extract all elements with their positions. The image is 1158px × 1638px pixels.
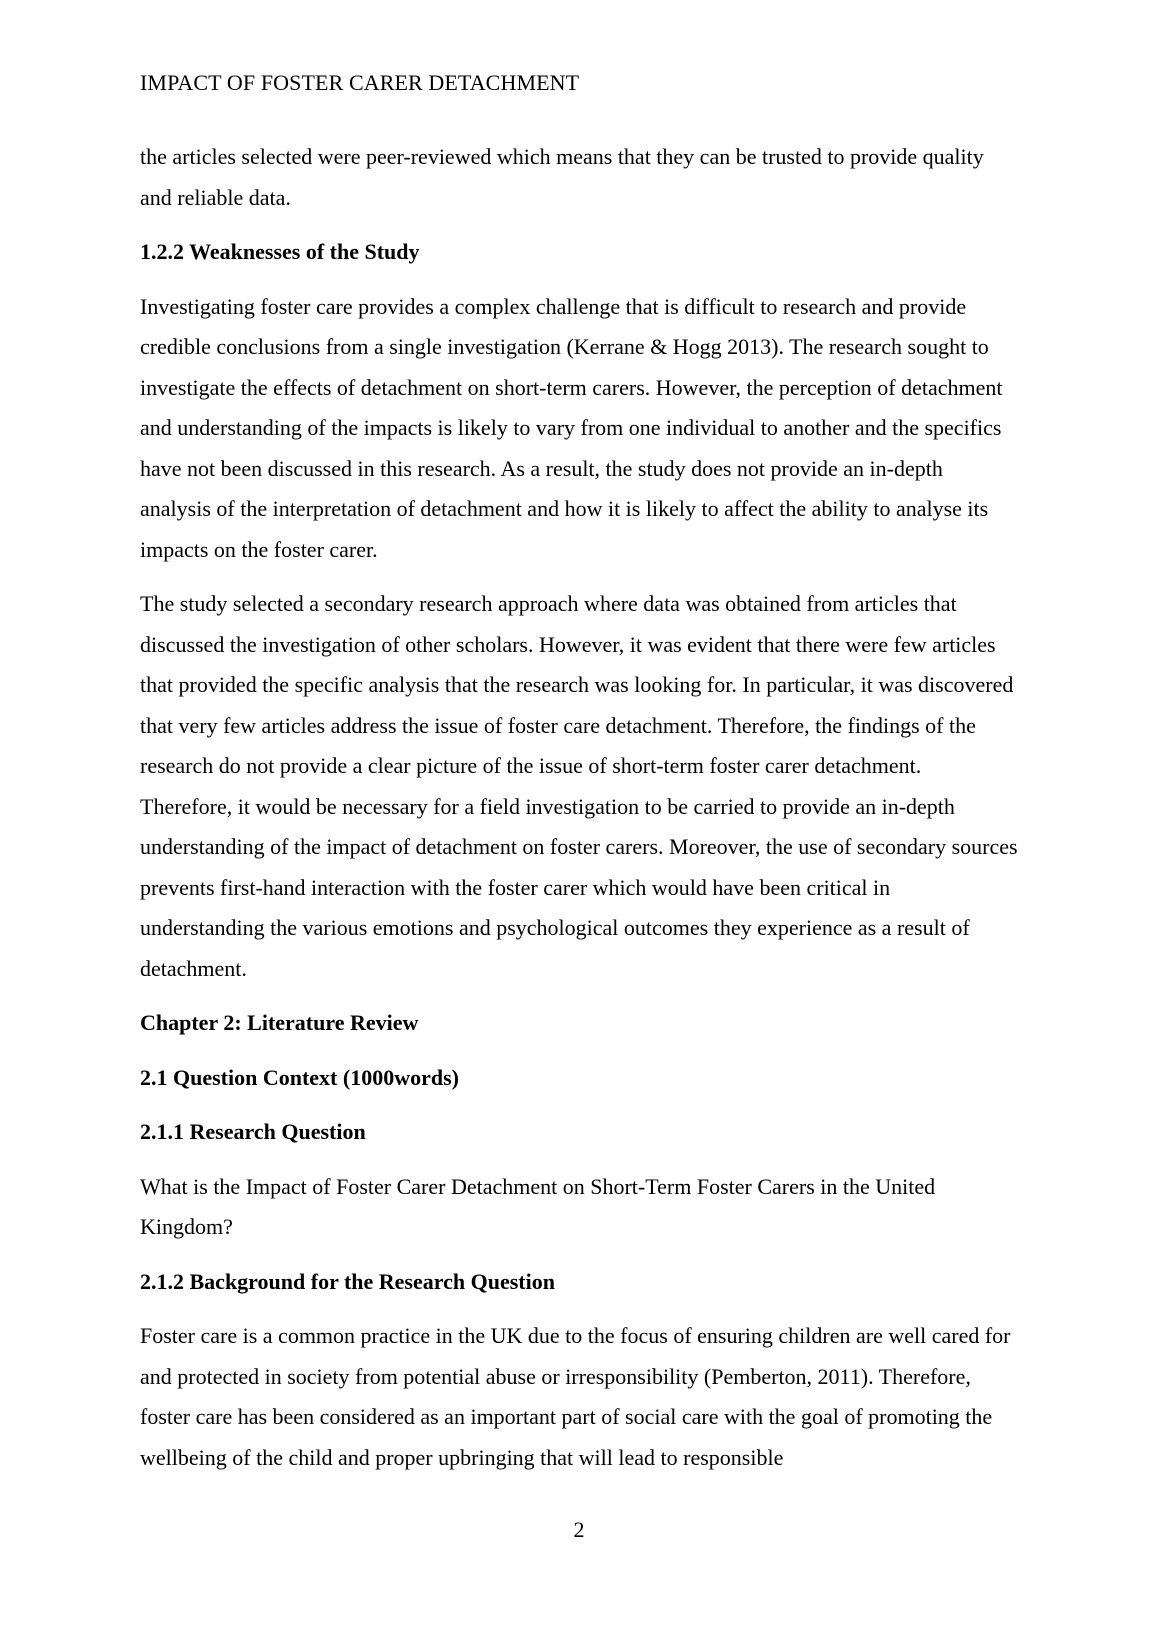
paragraph-research-question: What is the Impact of Foster Carer Detachment on Short-Term Foster Carers in the United Kingdom? <box>140 1173 936 1239</box>
heading-chapter-2: Chapter 2: Literature Review <box>140 1010 419 1035</box>
running-head: IMPACT OF FOSTER CARER DETACHMENT <box>140 70 580 95</box>
paragraph-weaknesses-2: The study selected a secondary research approach where data was obtained from articles that discussed the investigation of other scholars. However, it was evident that there were few articles that provided the specific analysis that the research was looking for. In particular, it was discovered that very few articles address the issue of foster care detachment. Therefore, the findings of the research do not provide a clear picture of the issue of short-term foster carer detachment. Therefore, it would be necessary for a field investigation to be carried to provide an in-depth understanding of the impact of detachment on foster carers. Moreover, the use of secondary sources prevents first-hand interaction with the foster carer which would have been critical in understanding the various emotions and psychological outcomes they experience as a result of detachment. <box>140 591 1018 981</box>
heading-background: 2.1.2 Background for the Research Question <box>140 1268 555 1294</box>
paragraph-background: Foster care is a common practice in the UK due to the focus of ensuring children are well cared for and protected in society from potential abuse or irresponsibility (Pemberton, 2011). Therefore, foster care has been considered as an important part of social care with the goal of promoting the wellbeing of the child and proper upbringing that will lead to responsible <box>140 1323 1011 1470</box>
document-body <box>140 137 1018 1492</box>
paragraph-intro: the articles selected were peer-reviewed which means that they can be trusted to provide quality and reliable data. <box>140 144 984 210</box>
heading-question-context: 2.1 Question Context (1000words) <box>140 1064 459 1090</box>
heading-research-question: 2.1.1 Research Question <box>140 1119 366 1144</box>
heading-weaknesses: 1.2.2 Weaknesses of the Study <box>140 239 420 264</box>
paragraph-weaknesses-1: Investigating foster care provides a complex challenge that is difficult to research and provide credible conclusions from a single investigation (Kerrane & Hogg 2013). The research sought to investigate the effects of detachment on short-term carers. However, the perception of detachment and understanding of the impacts is likely to vary from one individual to another and the specifics have not been discussed in this research. As a result, the study does not provide an in-depth analysis of the interpretation of detachment and how it is likely to affect the ability to analyse its impacts on the foster carer. <box>140 293 1003 562</box>
page-number: 2 <box>573 1517 585 1542</box>
